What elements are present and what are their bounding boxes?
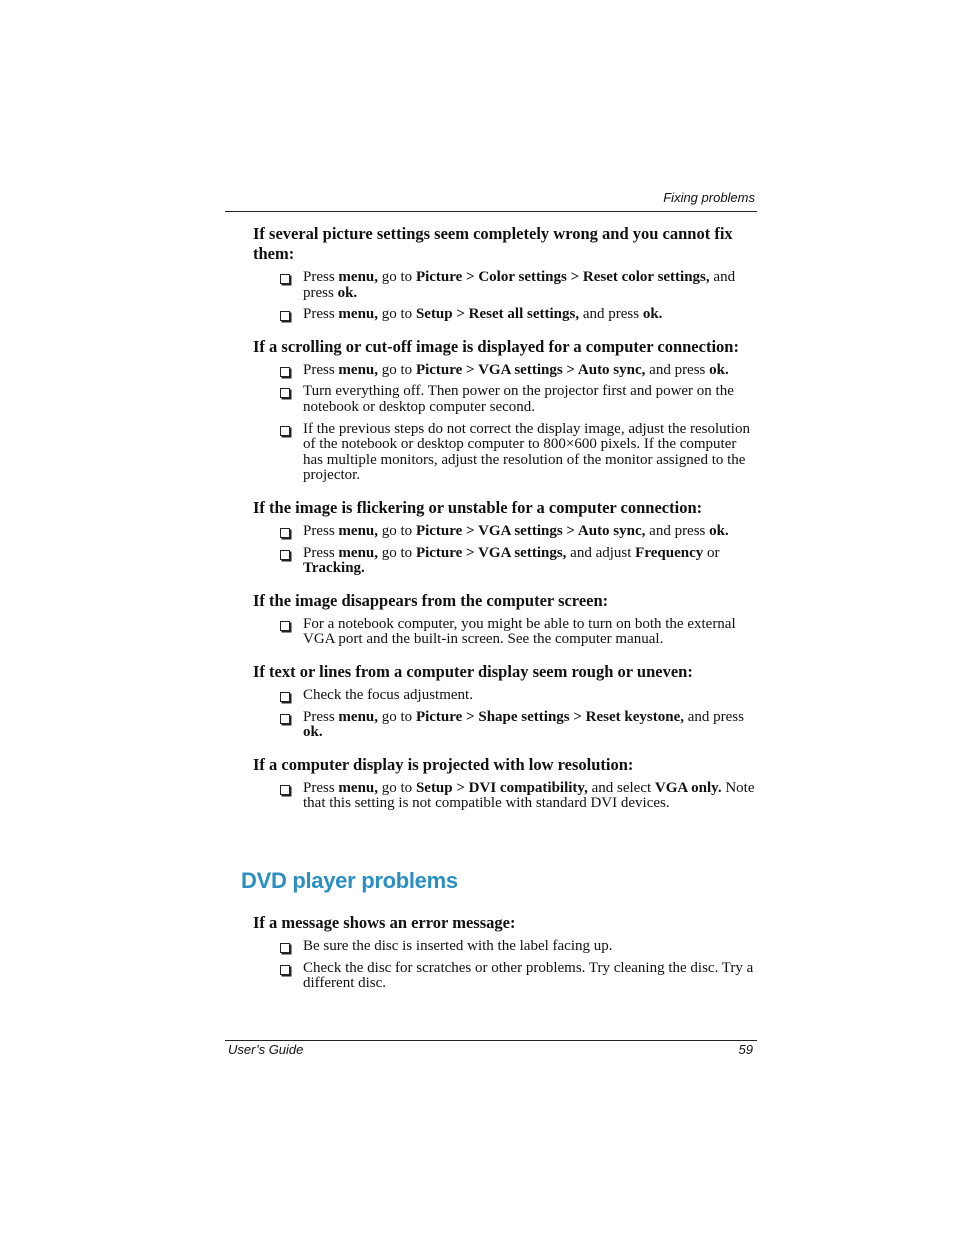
- text-run: Press: [303, 361, 339, 378]
- text-run: Be sure the disc is inserted with the label facing up.: [303, 938, 613, 954]
- text-run: and adjust: [566, 544, 636, 561]
- section-settings-wrong: [253, 224, 758, 323]
- bold-run: menu,: [338, 779, 379, 796]
- bold-run: Tracking.: [303, 560, 365, 577]
- text-run: go to: [378, 779, 416, 796]
- item-text: [303, 383, 734, 415]
- item-text: [303, 545, 719, 577]
- bold-run: Frequency: [635, 544, 704, 561]
- text-run: Check the focus adjustment.: [303, 686, 473, 703]
- footer-guide-title: User’s Guide: [228, 1042, 304, 1057]
- list-item: [253, 270, 758, 301]
- bold-run: ok.: [303, 724, 323, 741]
- text-run: and press: [645, 522, 710, 539]
- bold-run: menu,: [338, 306, 379, 323]
- bold-run: Picture > VGA settings > Auto sync,: [415, 361, 646, 378]
- section-heading: If several picture settings seem completely wrong and you cannot fix them:: [253, 224, 733, 263]
- section-heading: If the image disappears from the computer screen:: [253, 590, 609, 610]
- bold-run: ok.: [337, 284, 358, 301]
- item-text: [303, 960, 753, 992]
- text-run: Press: [303, 269, 339, 285]
- section-heading: If text or lines from a computer display seem rough or uneven:: [253, 661, 693, 681]
- section-error-message: [253, 913, 758, 992]
- bold-run: Picture > Shape settings > Reset keystone,: [415, 708, 684, 725]
- item-text: [303, 362, 729, 378]
- list-item: [253, 524, 758, 540]
- section-heading: If a scrolling or cut-off image is displayed for a computer connection:: [253, 336, 739, 356]
- checkbox-bullet-icon: [280, 692, 290, 702]
- checkbox-bullet-icon: [280, 274, 290, 284]
- section-low-resolution: [253, 755, 758, 812]
- text-run: and press: [303, 269, 736, 301]
- text-run: go to: [378, 544, 416, 561]
- text-run: and press: [645, 361, 710, 378]
- list-item: [253, 363, 758, 379]
- text-run: Check the disc for scratches or other problems. Try cleaning the disc. Try a different disc.: [303, 959, 754, 992]
- bold-run: menu,: [338, 708, 379, 725]
- list-item: [253, 961, 758, 992]
- item-text: [303, 709, 744, 741]
- section-scrolling-image: [253, 337, 758, 484]
- text-run: go to: [378, 269, 416, 285]
- bold-run: Picture > Color settings > Reset color settings,: [415, 269, 710, 285]
- checkbox-bullet-icon: [280, 528, 290, 538]
- item-text: [303, 306, 662, 322]
- bold-run: ok.: [642, 306, 663, 323]
- text-run: If the previous steps do not correct the display image, adjust the resolution of the notebook or desktop computer to 800×600 pixels. If the computer has multiple monitors, adjust the resolution of the monitor assigned to the projector.: [303, 420, 750, 484]
- text-run: or: [703, 544, 720, 561]
- bold-run: VGA only.: [654, 779, 722, 796]
- bold-run: ok.: [709, 522, 729, 539]
- item-text: [303, 269, 735, 301]
- bold-run: ok.: [709, 361, 729, 378]
- checkbox-bullet-icon: [280, 550, 290, 560]
- text-run: go to: [378, 361, 416, 378]
- item-text: [303, 687, 473, 703]
- troubleshooting-list: [253, 224, 758, 818]
- section-image-disappears: [253, 591, 758, 648]
- list-item: [253, 384, 758, 415]
- list-item: [253, 546, 758, 577]
- section-flickering-image: [253, 498, 758, 577]
- text-run: go to: [378, 708, 416, 725]
- list-item: [253, 617, 758, 648]
- dvd-troubleshooting-list: [253, 913, 758, 998]
- bold-run: Picture > VGA settings > Auto sync,: [415, 522, 646, 539]
- list-item: [253, 688, 758, 704]
- section-heading: If a message shows an error message:: [253, 913, 516, 932]
- section-rough-text: [253, 662, 758, 741]
- checkbox-bullet-icon: [280, 714, 290, 724]
- checkbox-bullet-icon: [280, 426, 290, 436]
- bold-run: menu,: [338, 269, 379, 285]
- bold-run: Picture > VGA settings,: [415, 544, 567, 561]
- list-item: [253, 710, 758, 741]
- section-heading: If the image is flickering or unstable for a computer connection:: [253, 497, 703, 517]
- bold-run: menu,: [338, 522, 379, 539]
- item-text: [303, 938, 613, 954]
- section-heading: If a computer display is projected with low resolution:: [253, 754, 634, 774]
- text-run: and press: [579, 306, 643, 323]
- item-text: [303, 523, 729, 539]
- text-run: Press: [303, 779, 339, 796]
- page-number: 59: [738, 1042, 753, 1057]
- list-item: [253, 939, 758, 955]
- text-run: Press: [303, 708, 339, 725]
- text-run: and press: [683, 708, 744, 725]
- checkbox-bullet-icon: [280, 311, 290, 321]
- footer-rule: [225, 1040, 757, 1041]
- dvd-section-title: DVD player problems: [241, 868, 458, 893]
- bold-run: menu,: [338, 361, 379, 378]
- checkbox-bullet-icon: [280, 367, 290, 377]
- text-run: Press: [303, 306, 339, 323]
- text-run: Note that this setting is not compatible with standard DVI devices.: [303, 779, 755, 812]
- list-item: [253, 781, 758, 812]
- item-text: [303, 780, 755, 812]
- bold-run: Setup > DVI compatibility,: [415, 779, 588, 796]
- checkbox-bullet-icon: [280, 785, 290, 795]
- checkbox-bullet-icon: [280, 621, 290, 631]
- running-header: Fixing problems: [663, 190, 755, 205]
- text-run: and select: [587, 779, 655, 796]
- checkbox-bullet-icon: [280, 965, 290, 975]
- header-rule: [225, 211, 757, 212]
- bold-run: menu,: [338, 544, 379, 561]
- text-run: Turn everything off. Then power on the projector first and power on the notebook or desktop computer second.: [303, 383, 734, 415]
- item-text: [303, 421, 750, 484]
- item-text: [303, 616, 736, 648]
- text-run: For a notebook computer, you might be able to turn on both the external VGA port and the built-in screen. See the computer manual.: [303, 615, 736, 648]
- bold-run: Setup > Reset all settings,: [415, 306, 580, 323]
- text-run: Press: [303, 522, 339, 539]
- list-item: [253, 307, 758, 323]
- text-run: go to: [378, 522, 416, 539]
- list-item: [253, 422, 758, 484]
- text-run: Press: [303, 544, 339, 561]
- checkbox-bullet-icon: [280, 943, 290, 953]
- checkbox-bullet-icon: [280, 388, 290, 398]
- text-run: go to: [378, 306, 416, 323]
